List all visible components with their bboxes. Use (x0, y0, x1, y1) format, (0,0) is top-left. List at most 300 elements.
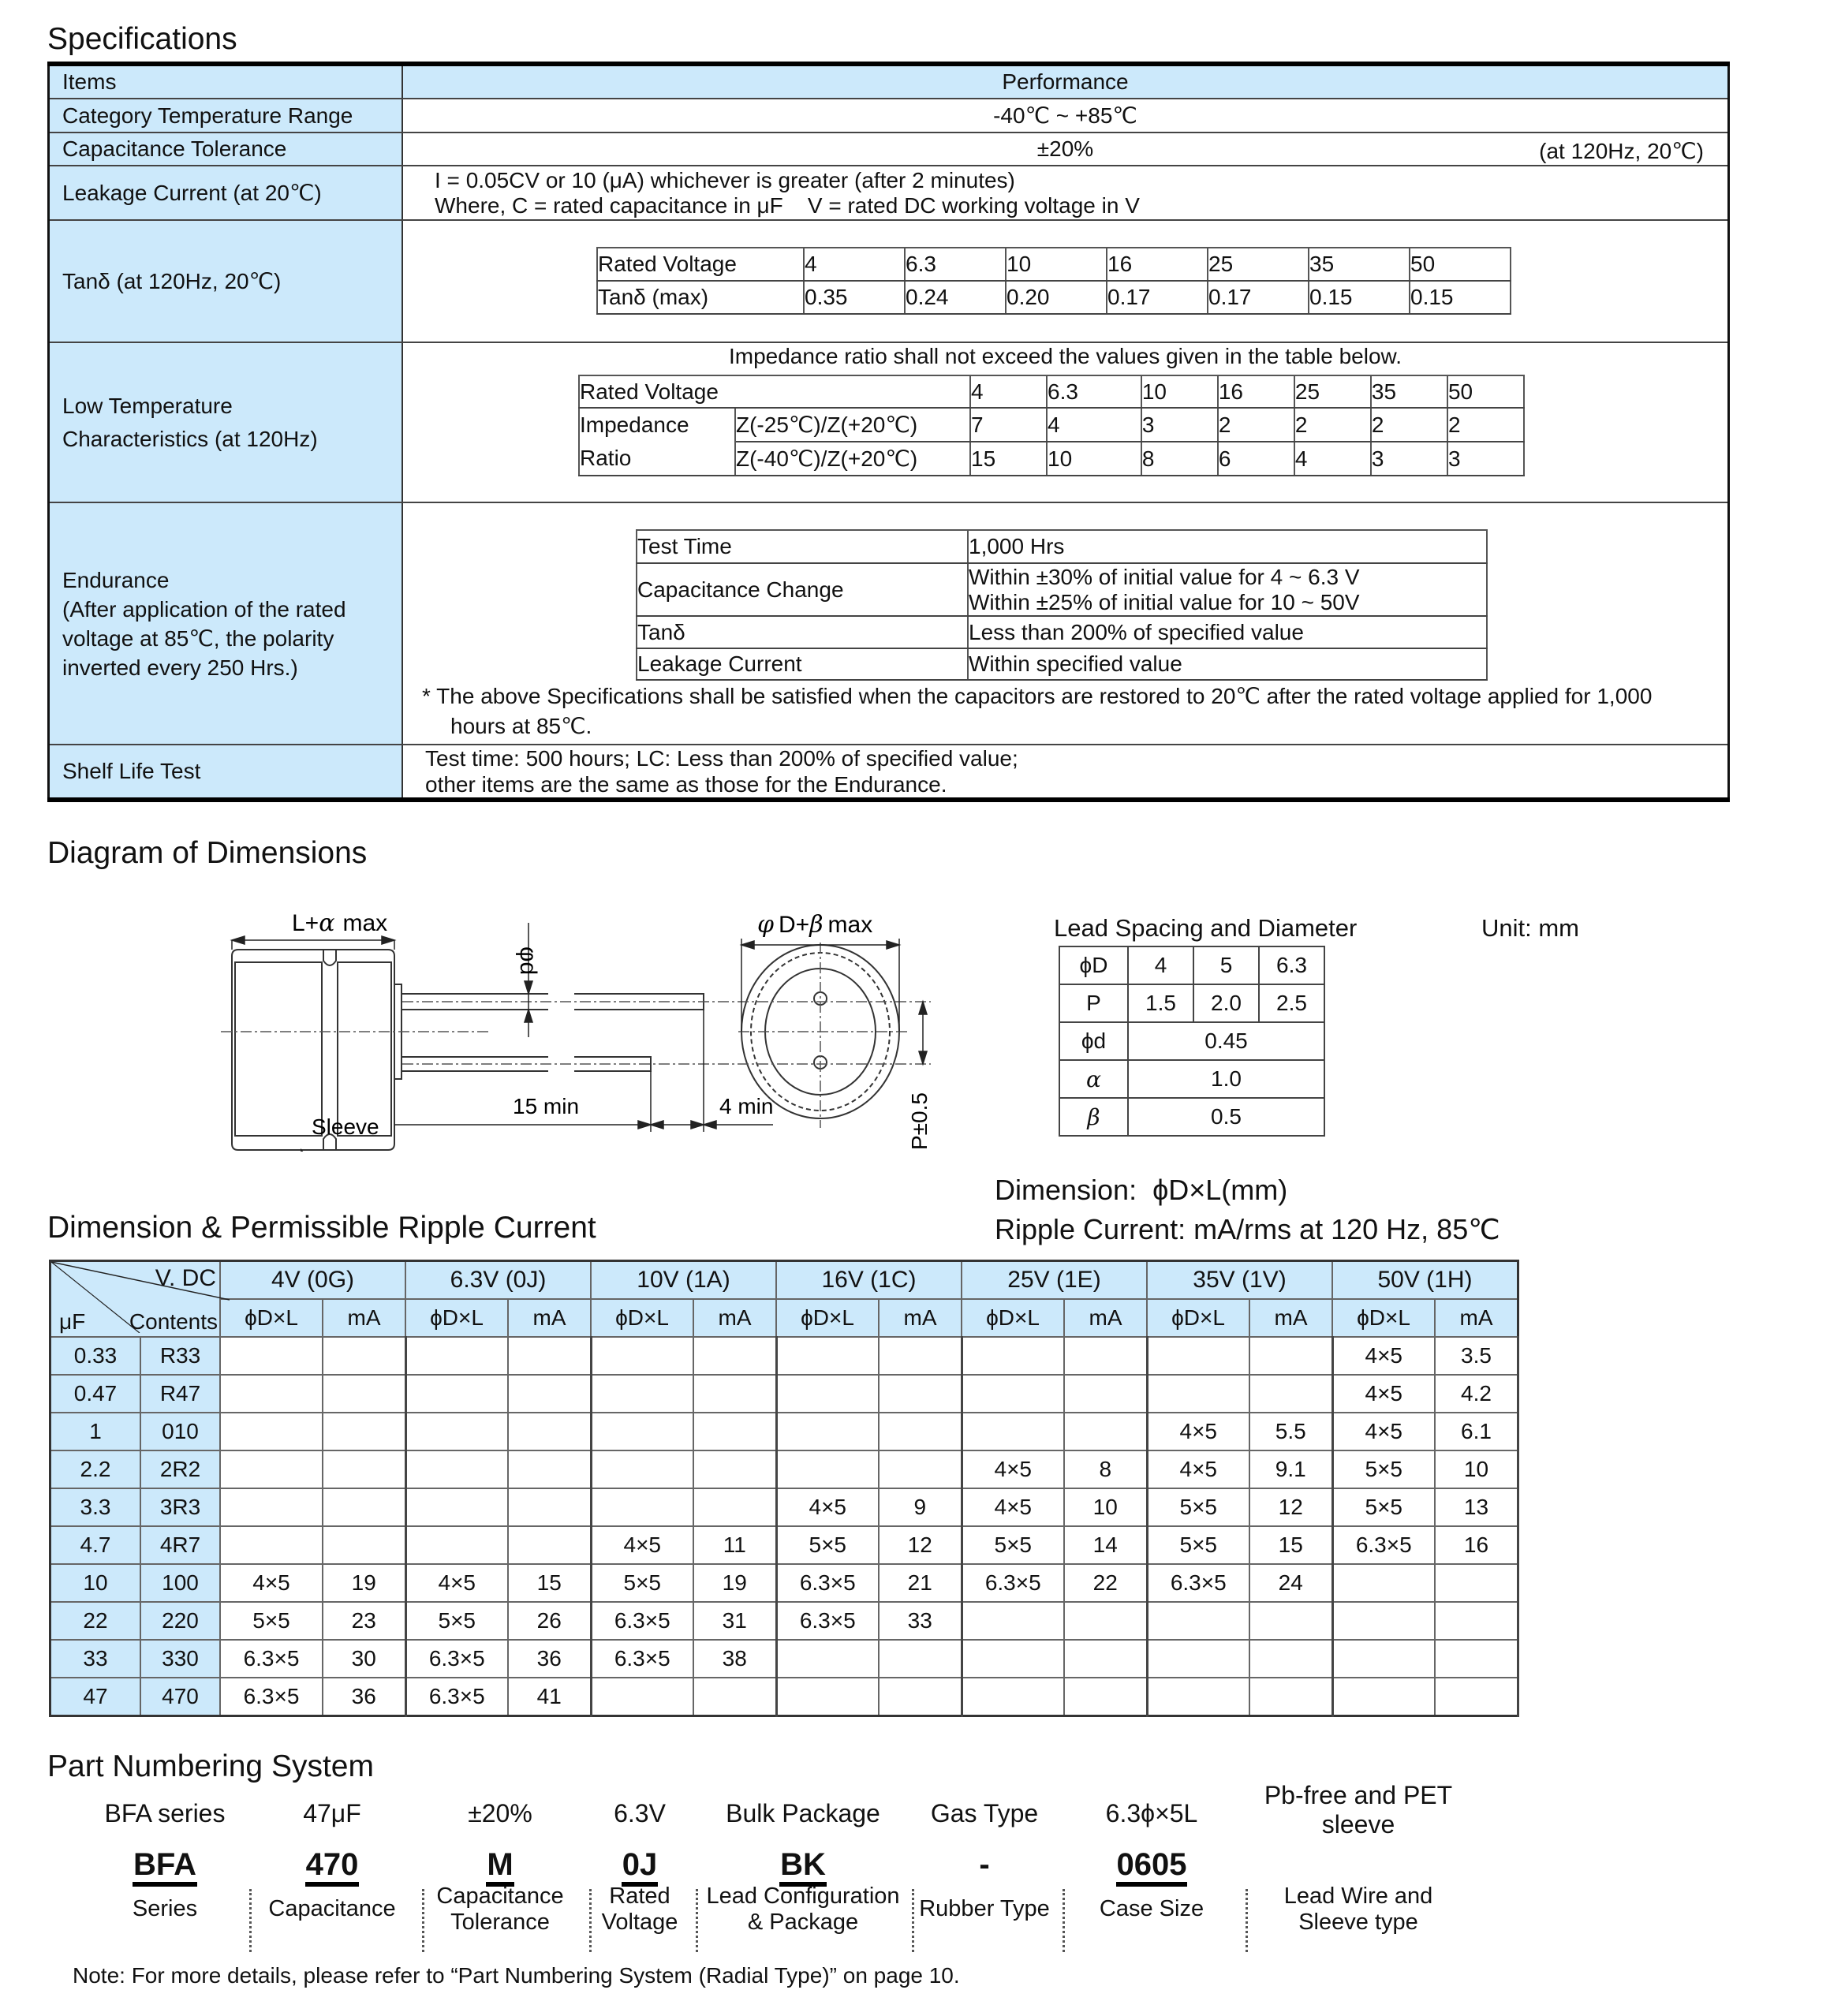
pn-code-text: M (486, 1847, 514, 1887)
case-size-cell (1147, 1678, 1249, 1716)
spec-label: Capacitance Tolerance (49, 133, 403, 166)
pn-code-text: 0J (622, 1847, 659, 1887)
tan-voltage: 6.3 (905, 248, 1006, 281)
case-size-cell: 5×5 (962, 1526, 1064, 1564)
pn-example: Bulk Package (726, 1799, 880, 1827)
ripple-current-cell: 14 (1064, 1526, 1147, 1564)
tan-voltage: 16 (1107, 248, 1208, 281)
capacitor-drawing (213, 899, 939, 1152)
ripple-row (50, 1488, 1518, 1526)
pn-example: Gas Type (930, 1799, 1039, 1827)
case-size-cell (1147, 1640, 1249, 1678)
ripple-current-cell (1249, 1375, 1332, 1413)
ripple-current-cell (879, 1337, 962, 1375)
pn-description-line: Sleeve type (1298, 1910, 1418, 1936)
ripple-current-cell: 19 (323, 1564, 405, 1602)
ripple-current-cell: 9.1 (1249, 1450, 1332, 1488)
ripple-current-cell: 41 (508, 1678, 591, 1716)
pn-description-line: Lead Wire and (1283, 1883, 1433, 1909)
ripple-current-cell: 38 (693, 1640, 776, 1678)
case-size-cell (220, 1488, 323, 1526)
dxl-subheader: ϕD×L (220, 1299, 323, 1337)
case-size-cell: 4×5 (776, 1488, 879, 1526)
pn-example (1256, 1781, 1461, 1839)
ratio-value: 2 (1218, 408, 1294, 442)
ripple-current-cell: 30 (323, 1640, 405, 1678)
voltage-header: 16V (1C) (776, 1261, 962, 1300)
case-size-cell: 4×5 (1147, 1413, 1249, 1450)
low-temp-voltage: 16 (1218, 375, 1294, 408)
ratio-value: 2 (1294, 408, 1371, 442)
ripple-current-cell (693, 1413, 776, 1450)
endurance-value: 1,000 Hrs (968, 530, 1487, 563)
endurance-label: Capacitance Change (637, 563, 968, 616)
ripple-current-cell: 15 (1249, 1526, 1332, 1564)
spec-value (402, 502, 1729, 745)
voltage-header: 25V (1E) (962, 1261, 1147, 1300)
pn-example-line-2: sleeve (1321, 1809, 1395, 1839)
case-size-cell (776, 1450, 879, 1488)
pn-example: BFA series (104, 1799, 226, 1827)
low-temp-intro: Impedance ratio shall not exceed the values given in the table below. (728, 344, 1402, 368)
impedance-label: Impedance (580, 413, 689, 437)
lead-row-label: α (1059, 1060, 1128, 1098)
case-size-cell (220, 1375, 323, 1413)
capacitance-uf: 22 (50, 1602, 141, 1640)
ripple-current-cell (508, 1375, 591, 1413)
tan-row-label: Tanδ (max) (597, 281, 804, 314)
ripple-row (50, 1413, 1518, 1450)
ripple-current-cell (508, 1526, 591, 1564)
impedance-ratio-label (579, 408, 735, 476)
capacitance-code: 220 (140, 1602, 220, 1640)
ripple-current-cell (1064, 1413, 1147, 1450)
ripple-current-cell: 10 (1064, 1488, 1147, 1526)
ripple-current-cell: 26 (508, 1602, 591, 1640)
low-temp-voltage: 6.3 (1047, 375, 1141, 408)
case-size-cell: 6.3×5 (405, 1678, 508, 1716)
case-size-cell: 5×5 (591, 1564, 693, 1602)
endurance-value (968, 563, 1487, 616)
dim-label-4min: 4 min (719, 1094, 774, 1118)
lead-row-label: P (1059, 984, 1128, 1022)
pn-separator (912, 1889, 914, 1952)
ratio-value: 3 (1141, 408, 1218, 442)
ripple-current-cell: 12 (879, 1526, 962, 1564)
ripple-current-cell: 36 (508, 1640, 591, 1678)
ripple-current-cell (1064, 1678, 1147, 1716)
lead-value: 2.0 (1193, 984, 1259, 1022)
pn-description: Rubber Type (919, 1896, 1050, 1921)
low-temp-label-line-1: Low Temperature (62, 393, 233, 418)
voltage-header: 4V (0G) (220, 1261, 405, 1300)
pn-separator (249, 1889, 252, 1952)
ma-subheader: mA (1064, 1299, 1147, 1337)
dxl-subheader: ϕD×L (776, 1299, 879, 1337)
tan-value: 0.35 (804, 281, 905, 314)
pn-code-text: 470 (305, 1847, 360, 1887)
capacitance-code: 4R7 (140, 1526, 220, 1564)
pn-description-line: Capacitance (436, 1883, 564, 1909)
case-size-cell (220, 1337, 323, 1375)
ripple-current-cell (508, 1488, 591, 1526)
capacitance-uf: 33 (50, 1640, 141, 1678)
lead-row-label: β (1059, 1098, 1128, 1136)
tan-value: 0.15 (1309, 281, 1410, 314)
ma-subheader: mA (508, 1299, 591, 1337)
pn-example: 6.3ϕ×5L (1105, 1799, 1198, 1827)
ripple-title: Dimension & Permissible Ripple Current (47, 1211, 596, 1245)
case-size-cell: 4×5 (962, 1450, 1064, 1488)
ripple-note: Ripple Current: mA/rms at 120 Hz, 85℃ (995, 1213, 1500, 1245)
ripple-row (50, 1640, 1518, 1678)
case-size-cell (1332, 1564, 1435, 1602)
pn-description-line: & Package (747, 1910, 859, 1936)
case-size-cell: 6.3×5 (962, 1564, 1064, 1602)
dxl-subheader: ϕD×L (405, 1299, 508, 1337)
low-temp-label-line-2: Characteristics (at 120Hz) (62, 426, 318, 451)
case-size-cell: 4×5 (220, 1564, 323, 1602)
pn-code-text: BK (779, 1847, 827, 1887)
capacitance-uf: 10 (50, 1564, 141, 1602)
case-size-cell (591, 1450, 693, 1488)
spec-row-endurance (49, 502, 1729, 745)
pn-separator (422, 1889, 424, 1952)
ma-subheader: mA (693, 1299, 776, 1337)
ripple-current-cell: 24 (1249, 1564, 1332, 1602)
tan-voltage: 50 (1410, 248, 1511, 281)
items-header: Items (49, 64, 403, 99)
case-size-cell: 4×5 (1147, 1450, 1249, 1488)
ripple-corner-cell (50, 1261, 221, 1338)
leakage-line-1: I = 0.05CV or 10 (μA) whichever is greater (after 2 minutes) (435, 167, 1015, 192)
ripple-current-cell (1064, 1337, 1147, 1375)
ripple-row (50, 1526, 1518, 1564)
case-size-cell (405, 1413, 508, 1450)
ratio-value: 2 (1447, 408, 1524, 442)
ripple-current-cell: 4.2 (1435, 1375, 1518, 1413)
ratio-value: 2 (1371, 408, 1447, 442)
ripple-row (50, 1337, 1518, 1375)
case-size-cell (776, 1640, 879, 1678)
ripple-current-cell (508, 1450, 591, 1488)
ripple-current-cell: 3.5 (1435, 1337, 1518, 1375)
voltage-header: 10V (1A) (591, 1261, 776, 1300)
case-size-cell: 6.3×5 (776, 1602, 879, 1640)
ripple-current-cell (508, 1337, 591, 1375)
case-size-cell (405, 1375, 508, 1413)
pn-code (1049, 1849, 1254, 1880)
capacitance-code: 010 (140, 1413, 220, 1450)
lead-value: 0.45 (1128, 1022, 1324, 1060)
tan-value: 0.20 (1006, 281, 1107, 314)
corner-contents: Contents (129, 1309, 218, 1334)
cap-change-line-2: Within ±25% of initial value for 10 ~ 50V (969, 589, 1360, 614)
ripple-current-cell: 13 (1435, 1488, 1518, 1526)
ripple-current-cell (1064, 1602, 1147, 1640)
case-size-cell: 5×5 (1147, 1488, 1249, 1526)
case-size-cell (962, 1375, 1064, 1413)
ripple-current-cell (693, 1678, 776, 1716)
ratio-value: 7 (970, 408, 1047, 442)
ratio-value: 3 (1447, 442, 1524, 476)
lead-value: 1.5 (1128, 984, 1193, 1022)
pn-code-text: 0605 (1116, 1847, 1188, 1887)
tan-voltage: 25 (1208, 248, 1309, 281)
corner-uf: μF (59, 1309, 86, 1334)
shelf-life-line-1: Test time: 500 hours; LC: Less than 200% of specified value; (425, 746, 1018, 771)
case-size-cell (591, 1337, 693, 1375)
tan-value: 0.24 (905, 281, 1006, 314)
capacitance-code: 470 (140, 1678, 220, 1716)
pn-example: 47μF (303, 1799, 361, 1827)
case-size-cell (776, 1375, 879, 1413)
ripple-current-cell: 12 (1249, 1488, 1332, 1526)
ripple-current-cell: 33 (879, 1602, 962, 1640)
ripple-current-cell (508, 1413, 591, 1450)
case-size-cell (962, 1602, 1064, 1640)
spec-value: -40℃ ~ +85℃ (402, 99, 1729, 133)
ripple-current-cell (693, 1337, 776, 1375)
tolerance-value: ±20% (1036, 136, 1094, 162)
ripple-current-cell: 21 (879, 1564, 962, 1602)
ma-subheader: mA (1435, 1299, 1518, 1337)
spec-label: Category Temperature Range (49, 99, 403, 133)
tan-row-label: Rated Voltage (597, 248, 804, 281)
spec-value (402, 133, 1729, 166)
dim-label-diameter: φ D+β max (757, 911, 873, 939)
case-size-cell: 5×5 (220, 1602, 323, 1640)
ripple-current-cell (879, 1640, 962, 1678)
low-temp-voltage: 35 (1371, 375, 1447, 408)
endurance-value: Within specified value (968, 648, 1487, 680)
case-size-cell: 6.3×5 (405, 1640, 508, 1678)
spec-row-tan-delta (49, 220, 1729, 342)
ratio-value: 6 (1218, 442, 1294, 476)
ripple-current-cell (1249, 1602, 1332, 1640)
ripple-current-cell (1249, 1678, 1332, 1716)
case-size-cell: 6.3×5 (776, 1564, 879, 1602)
ripple-current-cell (879, 1375, 962, 1413)
ripple-current-cell: 15 (508, 1564, 591, 1602)
specifications-table (47, 62, 1730, 802)
dimension-note: Dimension: ϕD×L(mm) (995, 1174, 1288, 1206)
tan-value: 0.15 (1410, 281, 1511, 314)
ripple-current-cell: 8 (1064, 1450, 1147, 1488)
case-size-cell (591, 1375, 693, 1413)
case-size-cell: 4×5 (405, 1564, 508, 1602)
dim-label-pitch: P±0.5 (907, 1092, 932, 1150)
capacitance-uf: 4.7 (50, 1526, 141, 1564)
endurance-value: Less than 200% of specified value (968, 616, 1487, 648)
lead-value: 6.3 (1259, 946, 1324, 984)
spec-row-shelf-life (49, 745, 1729, 800)
capacitance-code: R47 (140, 1375, 220, 1413)
case-size-cell: 4×5 (1332, 1413, 1435, 1450)
ripple-row (50, 1602, 1518, 1640)
pn-description: Series (132, 1896, 198, 1921)
case-size-cell: 4×5 (591, 1526, 693, 1564)
ripple-current-cell (1064, 1375, 1147, 1413)
ripple-current-cell: 9 (879, 1488, 962, 1526)
pn-separator (1246, 1889, 1248, 1952)
case-size-cell (591, 1678, 693, 1716)
ripple-current-cell (323, 1375, 405, 1413)
capacitance-uf: 0.47 (50, 1375, 141, 1413)
case-size-cell (962, 1413, 1064, 1450)
capacitance-code: 330 (140, 1640, 220, 1678)
case-size-cell (405, 1337, 508, 1375)
cap-change-line-1: Within ±30% of initial value for 4 ~ 6.3 V (969, 564, 1360, 589)
ripple-current-cell (879, 1413, 962, 1450)
case-size-cell: 5×5 (776, 1526, 879, 1564)
spec-label: Leakage Current (at 20℃) (49, 166, 403, 220)
low-temp-voltage: 10 (1141, 375, 1218, 408)
case-size-cell (220, 1526, 323, 1564)
spec-row-low-temperature (49, 342, 1729, 502)
dxl-subheader: ϕD×L (1332, 1299, 1435, 1337)
pn-separator (1063, 1889, 1065, 1952)
ripple-current-cell: 10 (1435, 1450, 1518, 1488)
shelf-life-line-2: other items are the same as those for the Endurance. (425, 772, 947, 797)
lead-spacing-table (1059, 946, 1325, 1137)
pn-description-line: Voltage (601, 1910, 678, 1936)
case-size-cell (405, 1450, 508, 1488)
case-size-cell (405, 1488, 508, 1526)
spec-label: Tanδ (at 120Hz, 20℃) (49, 220, 403, 342)
ripple-current-cell (1249, 1640, 1332, 1678)
low-temp-voltage: 25 (1294, 375, 1371, 408)
ripple-current-cell (323, 1488, 405, 1526)
spec-value (402, 166, 1729, 220)
pn-description: Case Size (1099, 1896, 1204, 1921)
ratio-value: 4 (1294, 442, 1371, 476)
ripple-current-cell: 31 (693, 1602, 776, 1640)
spec-value (402, 745, 1729, 800)
capacitance-code: 3R3 (140, 1488, 220, 1526)
ripple-current-cell (1435, 1678, 1518, 1716)
voltage-header: 35V (1V) (1147, 1261, 1332, 1300)
case-size-cell (591, 1488, 693, 1526)
tan-voltage: 35 (1309, 248, 1410, 281)
spec-label: Shelf Life Test (49, 745, 403, 800)
ratio-value: 3 (1371, 442, 1447, 476)
pn-description-line: Tolerance (450, 1910, 550, 1936)
dim-label-sleeve: Sleeve (312, 1114, 379, 1139)
endurance-label-line-3: voltage at 85℃, the polarity (62, 625, 334, 651)
case-size-cell (962, 1640, 1064, 1678)
ripple-current-cell: 23 (323, 1602, 405, 1640)
part-numbering-title: Part Numbering System (47, 1749, 374, 1783)
pn-description (1256, 1883, 1461, 1936)
case-size-cell: 6.3×5 (220, 1640, 323, 1678)
ma-subheader: mA (879, 1299, 962, 1337)
ripple-current-cell (1435, 1602, 1518, 1640)
spec-value (402, 220, 1729, 342)
ripple-current-cell: 36 (323, 1678, 405, 1716)
spec-label (49, 342, 403, 502)
diagram-title: Diagram of Dimensions (47, 836, 368, 870)
case-size-cell (776, 1678, 879, 1716)
pn-example: ±20% (468, 1799, 532, 1827)
low-temp-voltage: 4 (970, 375, 1047, 408)
low-temp-voltage: 50 (1447, 375, 1524, 408)
case-size-cell (962, 1337, 1064, 1375)
case-size-cell: 5×5 (1332, 1488, 1435, 1526)
endurance-label-line-4: inverted every 250 Hrs.) (62, 655, 298, 680)
capacitance-code: R33 (140, 1337, 220, 1375)
ripple-current-cell (323, 1337, 405, 1375)
tan-delta-table (596, 247, 1511, 315)
case-size-cell: 6.3×5 (1147, 1564, 1249, 1602)
spec-value (402, 342, 1729, 502)
capacitance-uf: 1 (50, 1413, 141, 1450)
case-size-cell (776, 1413, 879, 1450)
pn-code-text: - (979, 1847, 990, 1882)
case-size-cell (405, 1526, 508, 1564)
pn-separator (589, 1889, 592, 1952)
ripple-table (49, 1260, 1519, 1717)
ripple-current-cell: 22 (1064, 1564, 1147, 1602)
ma-subheader: mA (1249, 1299, 1332, 1337)
leakage-line-2: Where, C = rated capacitance in μF V = rated DC working voltage in V (435, 192, 1140, 218)
ripple-current-cell: 16 (1435, 1526, 1518, 1564)
capacitance-uf: 2.2 (50, 1450, 141, 1488)
case-size-cell (1147, 1375, 1249, 1413)
ripple-row (50, 1564, 1518, 1602)
tolerance-note: (at 120Hz, 20℃) (1539, 139, 1704, 163)
case-size-cell: 6.3×5 (591, 1602, 693, 1640)
pn-description: Capacitance (268, 1896, 396, 1921)
ripple-current-cell (879, 1678, 962, 1716)
case-size-cell: 4×5 (962, 1488, 1064, 1526)
specifications-title: Specifications (47, 22, 237, 56)
lead-table-title: Lead Spacing and Diameter (1054, 914, 1358, 942)
tan-voltage: 10 (1006, 248, 1107, 281)
specs-header-row (49, 64, 1729, 99)
ratio-row-label: Z(-40℃)/Z(+20℃) (735, 442, 970, 476)
capacitance-uf: 3.3 (50, 1488, 141, 1526)
lead-value: 4 (1128, 946, 1193, 984)
voltage-header: 50V (1H) (1332, 1261, 1518, 1300)
ma-subheader: mA (323, 1299, 405, 1337)
capacitance-uf: 47 (50, 1678, 141, 1716)
dxl-subheader: ϕD×L (962, 1299, 1064, 1337)
case-size-cell: 5×5 (1332, 1450, 1435, 1488)
endurance-label-line-1: Endurance (62, 567, 170, 592)
endurance-footnote-line-1: * The above Specifications shall be satisfied when the capacitors are restored to 20℃ after the rated voltage applied for 1,000 (422, 684, 1653, 708)
ripple-current-cell (693, 1488, 776, 1526)
pn-code-text: BFA (133, 1847, 197, 1887)
lead-value: 2.5 (1259, 984, 1324, 1022)
performance-header: Performance (402, 64, 1729, 99)
pn-example: 6.3V (614, 1799, 666, 1827)
case-size-cell (1332, 1678, 1435, 1716)
low-temp-table (578, 375, 1525, 476)
spec-label (49, 502, 403, 745)
pn-separator (696, 1889, 698, 1952)
ripple-current-cell: 5.5 (1249, 1413, 1332, 1450)
ripple-current-cell (323, 1413, 405, 1450)
endurance-table (636, 529, 1488, 681)
part-numbering-note: Note: For more details, please refer to “Part Numbering System (Radial Type)” on page 10. (73, 1963, 960, 1988)
dim-label-length: L+α max (292, 909, 388, 937)
case-size-cell (1332, 1640, 1435, 1678)
ratio-value: 8 (1141, 442, 1218, 476)
tan-value: 0.17 (1208, 281, 1309, 314)
ripple-current-cell (693, 1375, 776, 1413)
ripple-current-cell (879, 1450, 962, 1488)
